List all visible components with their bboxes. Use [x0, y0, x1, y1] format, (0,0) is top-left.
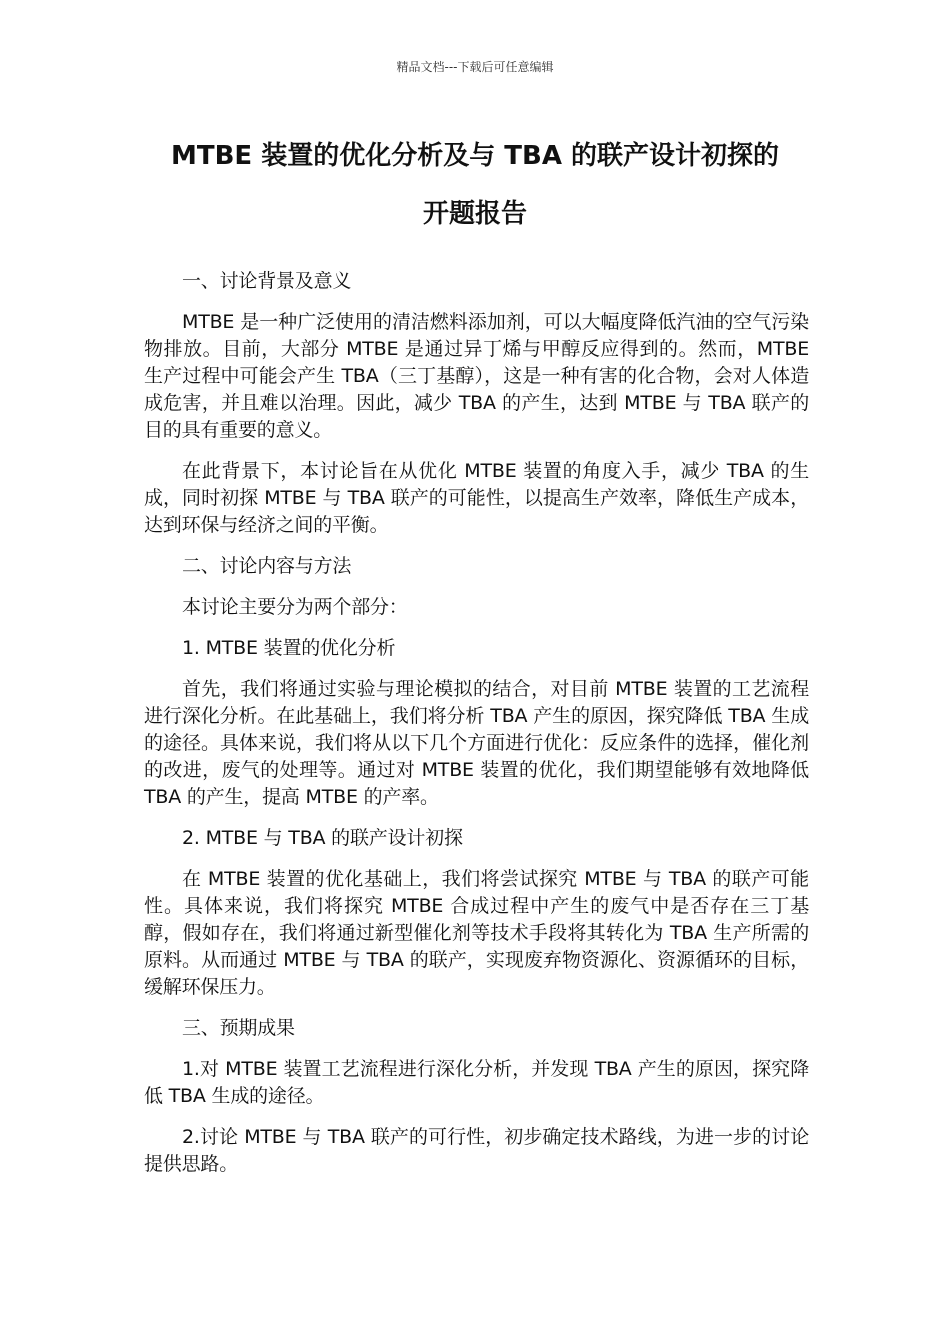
subsection-heading-2: 2. MTBE 与 TBA 的联产设计初探: [182, 827, 463, 849]
section-heading-content-method: 二、讨论内容与方法: [182, 555, 352, 577]
paragraph: 在此背景下，本讨论旨在从优化 MTBE 装置的角度入手，减少 TBA 的生成，同时初探 MTBE 与 TBA 联产的可能性，以提高生产效率，降低生产成本，达到环保与经济之间的平衡。: [144, 460, 809, 536]
header-watermark: 精品文档---下载后可任意编辑: [396, 60, 554, 74]
list-item: 2.讨论 MTBE 与 TBA 联产的可行性，初步确定技术路线，为进一步的讨论提供思路。: [144, 1126, 809, 1175]
list-item: 1.对 MTBE 装置工艺流程进行深化分析，并发现 TBA 产生的原因，探究降低 TBA 生成的途径。: [144, 1058, 809, 1107]
paragraph: MTBE 是一种广泛使用的清洁燃料添加剂，可以大幅度降低汽油的空气污染物排放。目前，大部分 MTBE 是通过异丁烯与甲醇反应得到的。然而，MTBE 生产过程中可能会产生 TBA（三丁基醇），这是一种有害的化合物，会对人体造成危害，并且难以治理。因此，减少 TBA 的产生，达到 MTBE 与 TBA 联产的目的具有重要的意义。: [144, 311, 809, 441]
document-title-line-1: MTBE 装置的优化分析及与 TBA 的联产设计初探的: [170, 141, 780, 171]
paragraph: 首先，我们将通过实验与理论模拟的结合，对目前 MTBE 装置的工艺流程进行深化分析。在此基础上，我们将分析 TBA 产生的原因，探究降低 TBA 生成的途径。具体来说，我们将从以下几个方面进行优化：反应条件的选择，催化剂的改进，废气的处理等。通过对 MTBE 装置的优化，我们期望能够有效地降低 TBA 的产生，提高 MTBE 的产率。: [144, 678, 809, 808]
document-title-line-2: 开题报告: [422, 199, 527, 229]
paragraph: 在 MTBE 装置的优化基础上，我们将尝试探究 MTBE 与 TBA 的联产可能性。具体来说，我们将探究 MTBE 合成过程中产生的废气中是否存在三丁基醇，假如存在，我们将通过新型催化剂等技术手段将其转化为 TBA 生产所需的原料。从而通过 MTBE 与 TBA 的联产，实现废弃物资源化、资源循环的目标，缓解环保压力。: [144, 868, 809, 998]
paragraph: 本讨论主要分为两个部分：: [182, 596, 408, 618]
subsection-heading-1: 1. MTBE 装置的优化分析: [182, 637, 396, 659]
document-body: [144, 268, 809, 1192]
section-heading-background: 一、讨论背景及意义: [182, 270, 352, 292]
section-heading-expected-results: 三、预期成果: [182, 1017, 295, 1039]
